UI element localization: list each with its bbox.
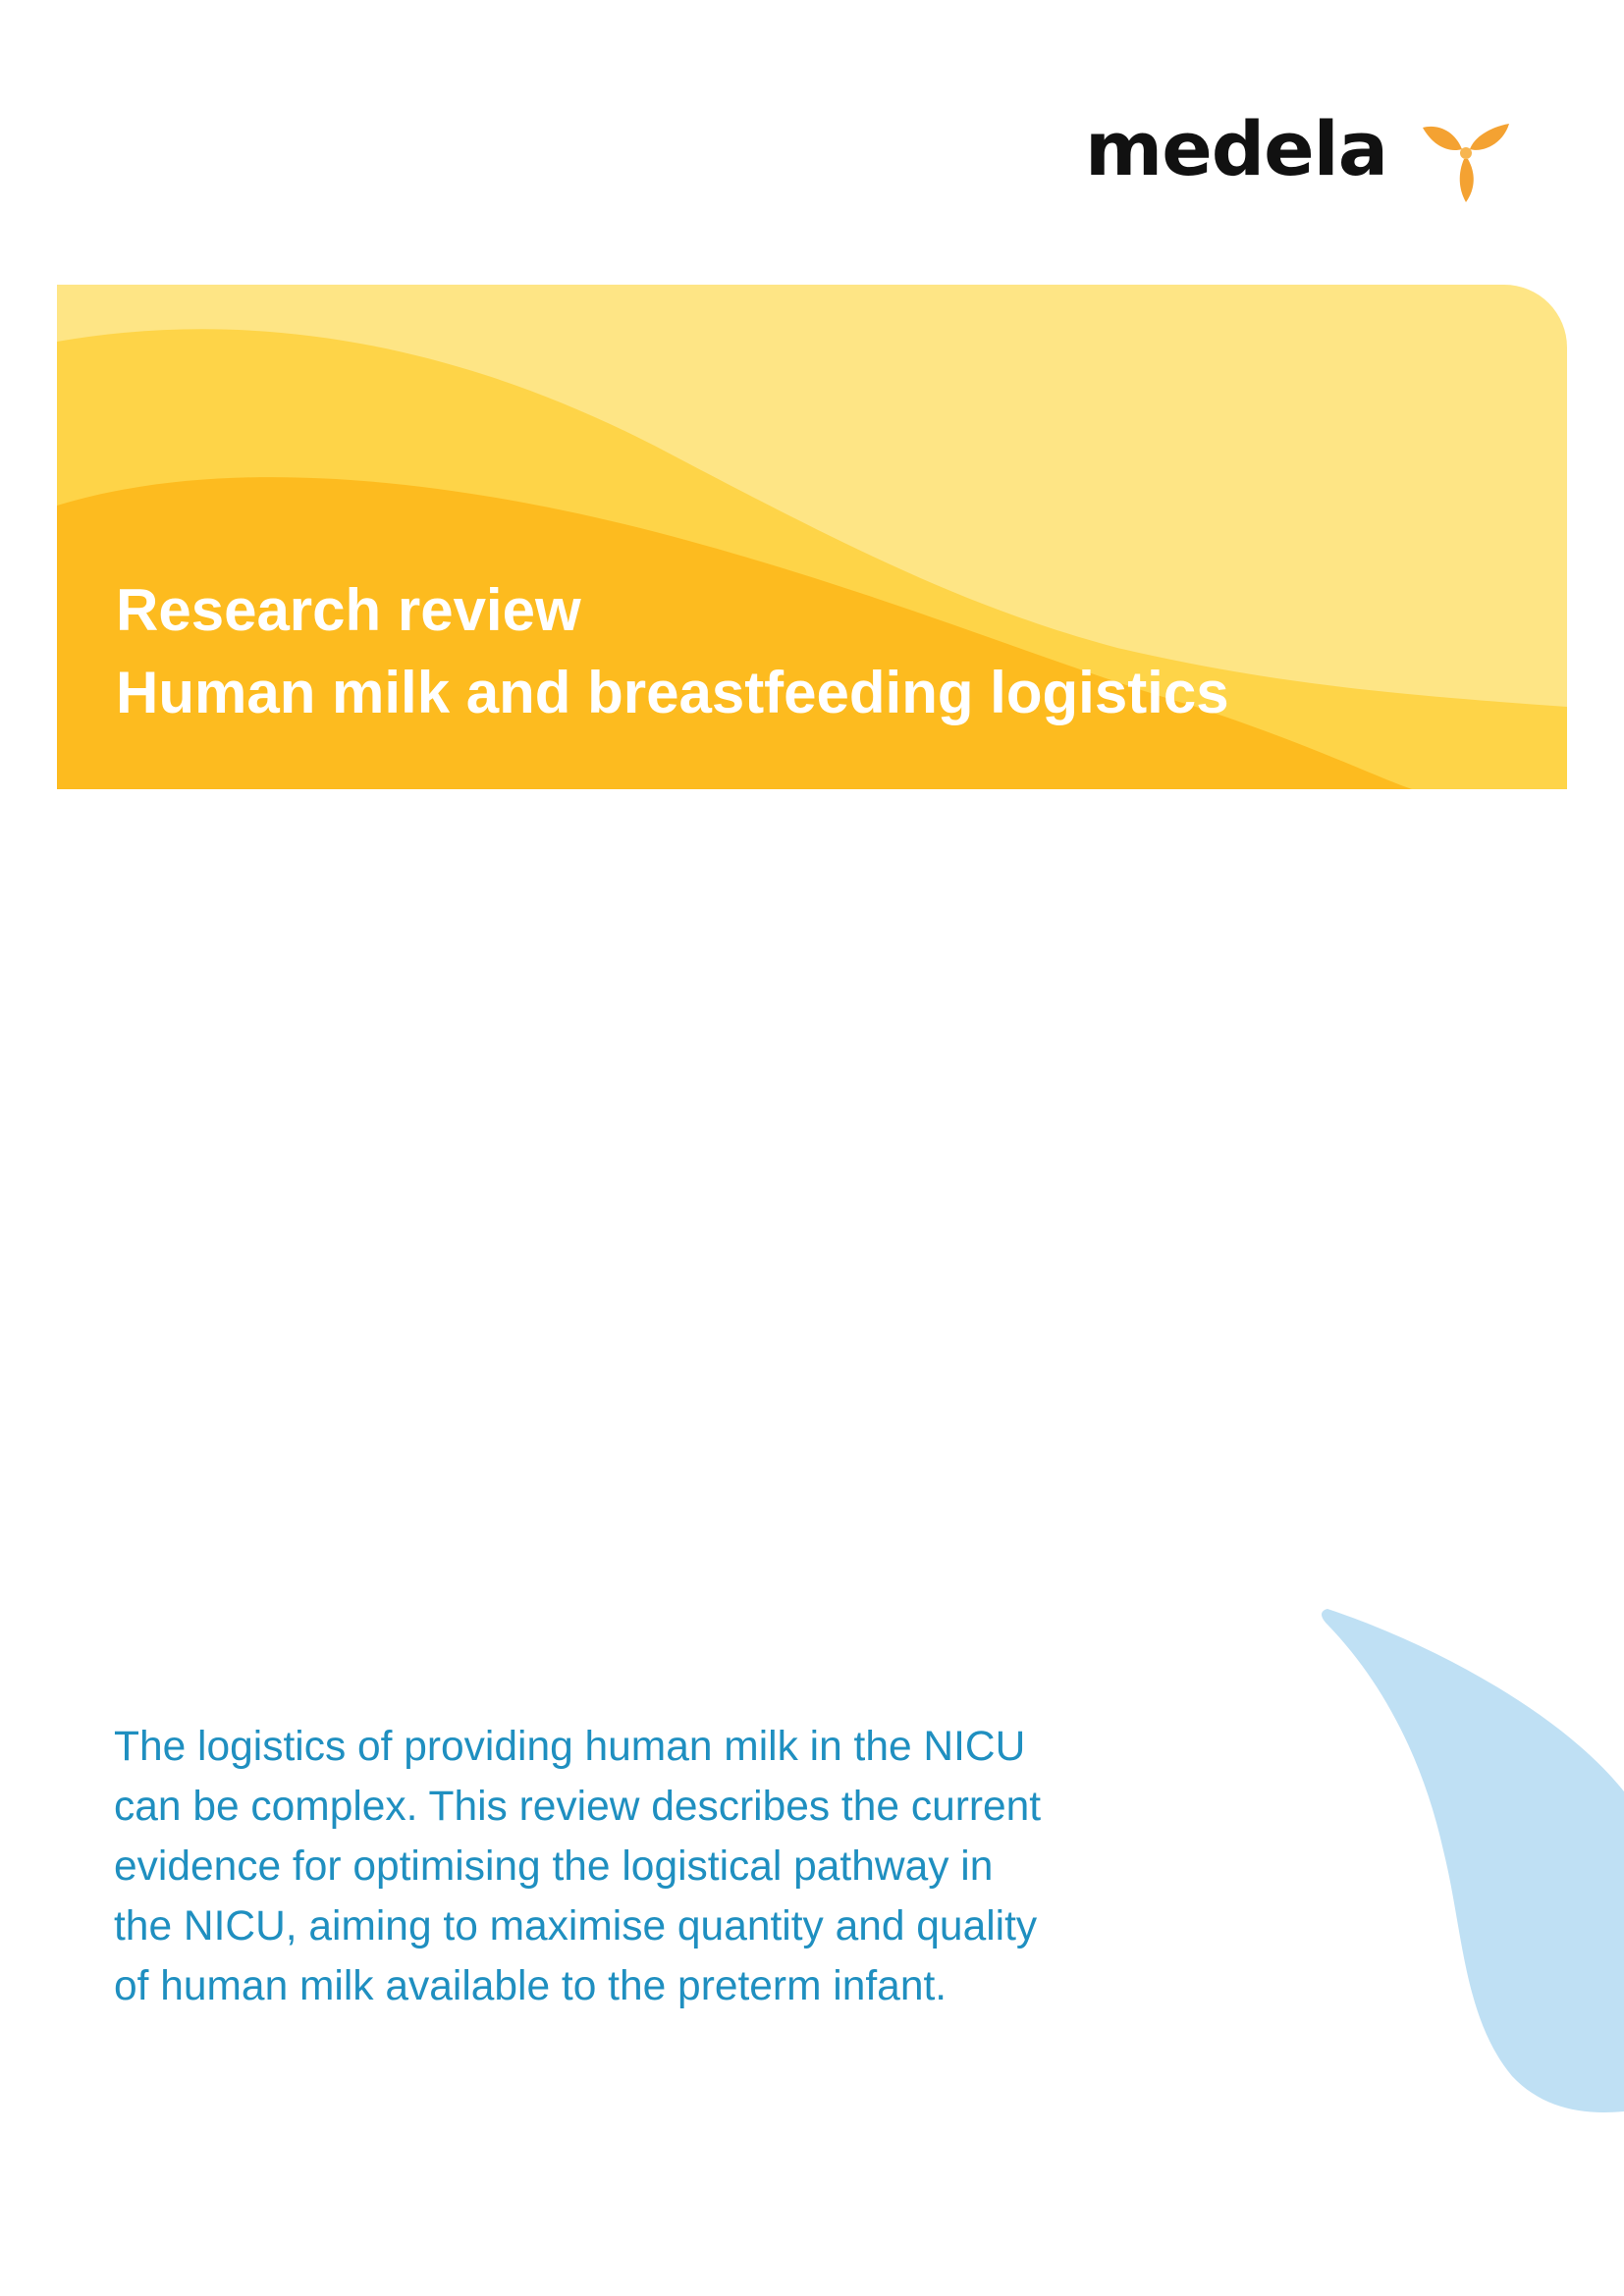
summary-line-2: can be complex. This review describes the current (114, 1784, 1042, 1830)
medela-logo (1085, 106, 1517, 204)
summary-line-3: evidence for optimising the logistical pathway in (114, 1843, 994, 1890)
title-banner (57, 285, 1567, 789)
brand-wordmark: medela (1085, 105, 1388, 192)
summary-line-5: of human milk available to the preterm infant. (114, 1963, 947, 2009)
summary-line-4: the NICU, aiming to maximise quantity and quality (114, 1903, 1038, 1949)
milk-drop-shape (1316, 1605, 1624, 2115)
banner-title-line-1: Research review (116, 577, 581, 643)
summary-text (114, 1717, 1214, 2016)
medela-blossom-icon (1419, 116, 1513, 204)
banner-title (116, 569, 1229, 734)
summary-line-1: The logistics of providing human milk in the NICU (114, 1724, 1026, 1770)
banner-title-line-2: Human milk and breastfeeding logistics (116, 660, 1229, 725)
